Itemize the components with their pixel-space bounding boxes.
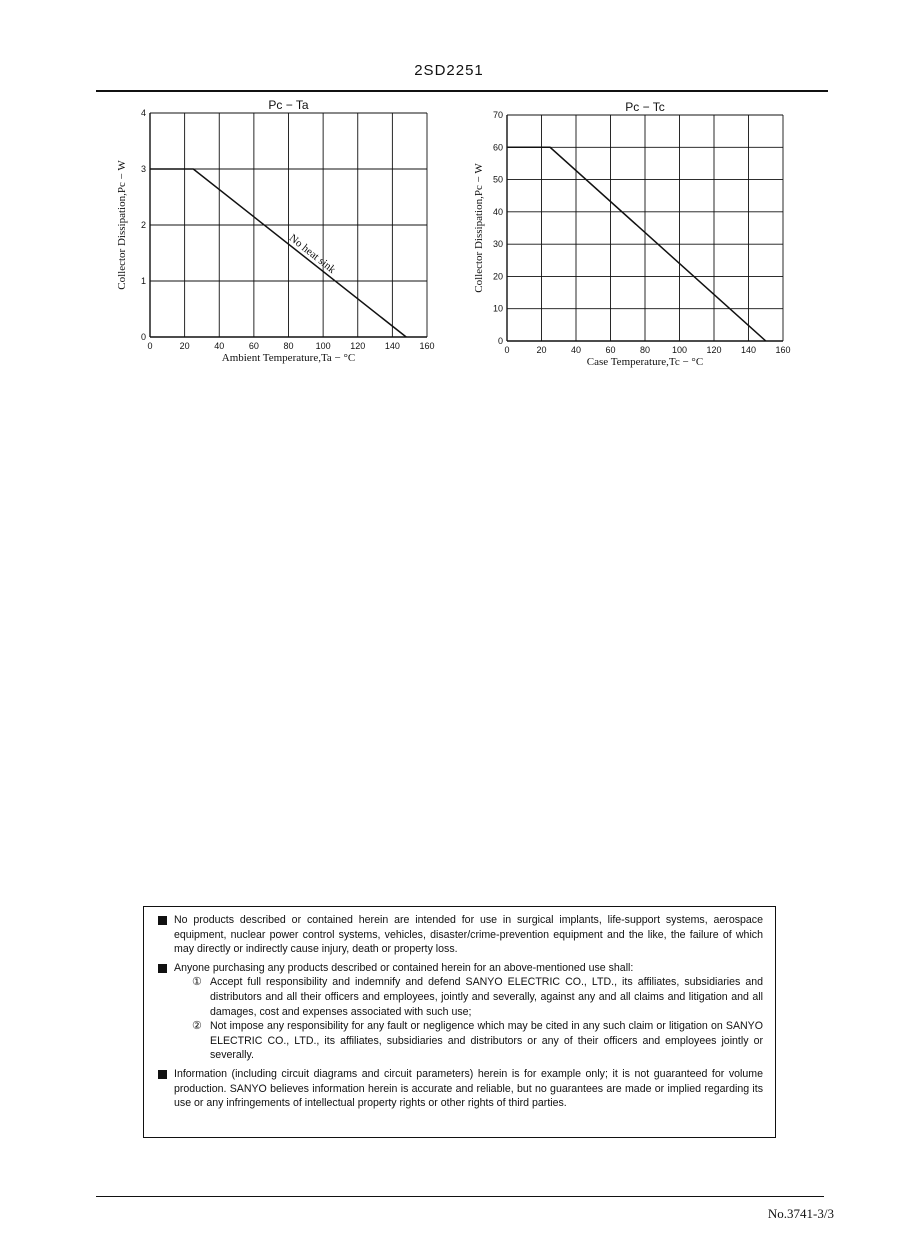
- part-number: 2SD2251: [414, 62, 484, 79]
- disclaimer-text-1: No products described or contained herein are intended for use in surgical implants, life-support systems, aerospace equipment, nuclear power control systems, vehicles, disaster/crime-prevention equipment and the like, the failure of which may directly or indirectly cause injury, death or property loss.: [174, 914, 763, 956]
- y-tick-label: 30: [492, 239, 503, 250]
- y-tick-label: 4: [140, 108, 146, 118]
- disclaimer-item-2: [174, 1019, 763, 1063]
- square-bullet-icon: [158, 964, 167, 973]
- disclaimer-text-3: Information (including circuit diagrams and circuit parameters) herein is for example only; it is not guaranteed for volume production. SANYO believes information herein is accurate and reliable, but no guarantees are made or implied regarding its use or any infringements of intellectual property rights or other rights of third parties.: [174, 1067, 763, 1110]
- y-tick-label: 0: [140, 332, 146, 342]
- x-tick-label: 100: [671, 345, 688, 355]
- y-tick-label: 10: [492, 303, 503, 314]
- y-tick-label: 70: [492, 110, 503, 120]
- square-bullet-icon: [158, 916, 167, 925]
- y-tick-label: 20: [492, 271, 503, 282]
- chart-pc-tc: [460, 90, 810, 375]
- x-tick-label: 160: [419, 341, 435, 351]
- y-tick-label: 50: [492, 174, 503, 185]
- y-tick-label: 60: [492, 142, 503, 153]
- item-number-2: ②: [192, 1020, 202, 1033]
- x-tick-label: 20: [536, 345, 547, 355]
- chart-title: Pc − Tc: [625, 100, 665, 114]
- item-number-1: ①: [192, 976, 202, 989]
- x-tick-label: 60: [248, 341, 259, 351]
- disclaimer-paragraph-1: [158, 913, 763, 957]
- x-tick-label: 80: [283, 341, 294, 351]
- x-tick-label: 40: [214, 341, 225, 351]
- disclaimer-item-text-2: Not impose any responsibility for any fault or negligence which may be cited in any such claim or litigation on SANYO ELECTRIC CO., LTD., its affiliates, subsidiaries and distributors or any of their officers and employees jointly or severally.: [210, 1020, 763, 1062]
- y-tick-label: 1: [140, 276, 146, 286]
- x-tick-label: 0: [504, 345, 510, 355]
- chart-title: Pc − Ta: [268, 98, 309, 112]
- y-tick-label: 3: [140, 164, 146, 174]
- disclaimer-item-1: [174, 975, 763, 1019]
- disclaimer-paragraph-3: [158, 1067, 763, 1111]
- x-tick-label: 120: [706, 345, 722, 355]
- y-tick-label: 0: [497, 336, 503, 346]
- x-axis-label: Ambient Temperature,Ta − °C: [221, 352, 356, 364]
- chart-pc-ta: [100, 90, 450, 375]
- x-tick-label: 60: [605, 345, 616, 355]
- document-number: No.3741-3/3: [767, 1206, 834, 1221]
- y-axis-label: Collector Dissipation,Pc − W: [473, 163, 485, 293]
- x-tick-label: 0: [147, 341, 153, 351]
- y-axis-label: Collector Dissipation,Pc − W: [116, 160, 128, 290]
- disclaimer-text-2: Anyone purchasing any products described or contained herein for an above-mentioned use shall:: [174, 961, 634, 974]
- series-line: [150, 169, 406, 337]
- x-axis-label: Case Temperature,Tc − °C: [586, 356, 704, 368]
- x-tick-label: 160: [775, 345, 791, 355]
- x-tick-label: 100: [315, 341, 331, 351]
- x-tick-label: 20: [179, 341, 190, 351]
- square-bullet-icon: [158, 1070, 167, 1079]
- y-tick-label: 2: [140, 220, 146, 230]
- disclaimer-box: [143, 906, 776, 1138]
- x-tick-label: 140: [384, 341, 400, 351]
- x-tick-label: 40: [570, 345, 582, 355]
- disclaimer-paragraph-2: [158, 961, 763, 1063]
- x-tick-label: 120: [350, 341, 366, 351]
- x-tick-label: 80: [639, 345, 651, 355]
- series-label: No heat sink: [286, 232, 338, 276]
- disclaimer-item-text-1: Accept full responsibility and indemnify and defend SANYO ELECTRIC CO., LTD., its affiliates, subsidiaries and distributors and all their officers and employees, jointly and severally, against any and all claims and litigation and all damages, cost and expenses associated with such use;: [210, 976, 763, 1018]
- bottom-rule: [96, 1196, 824, 1197]
- y-tick-label: 40: [492, 206, 503, 217]
- x-tick-label: 140: [740, 345, 757, 355]
